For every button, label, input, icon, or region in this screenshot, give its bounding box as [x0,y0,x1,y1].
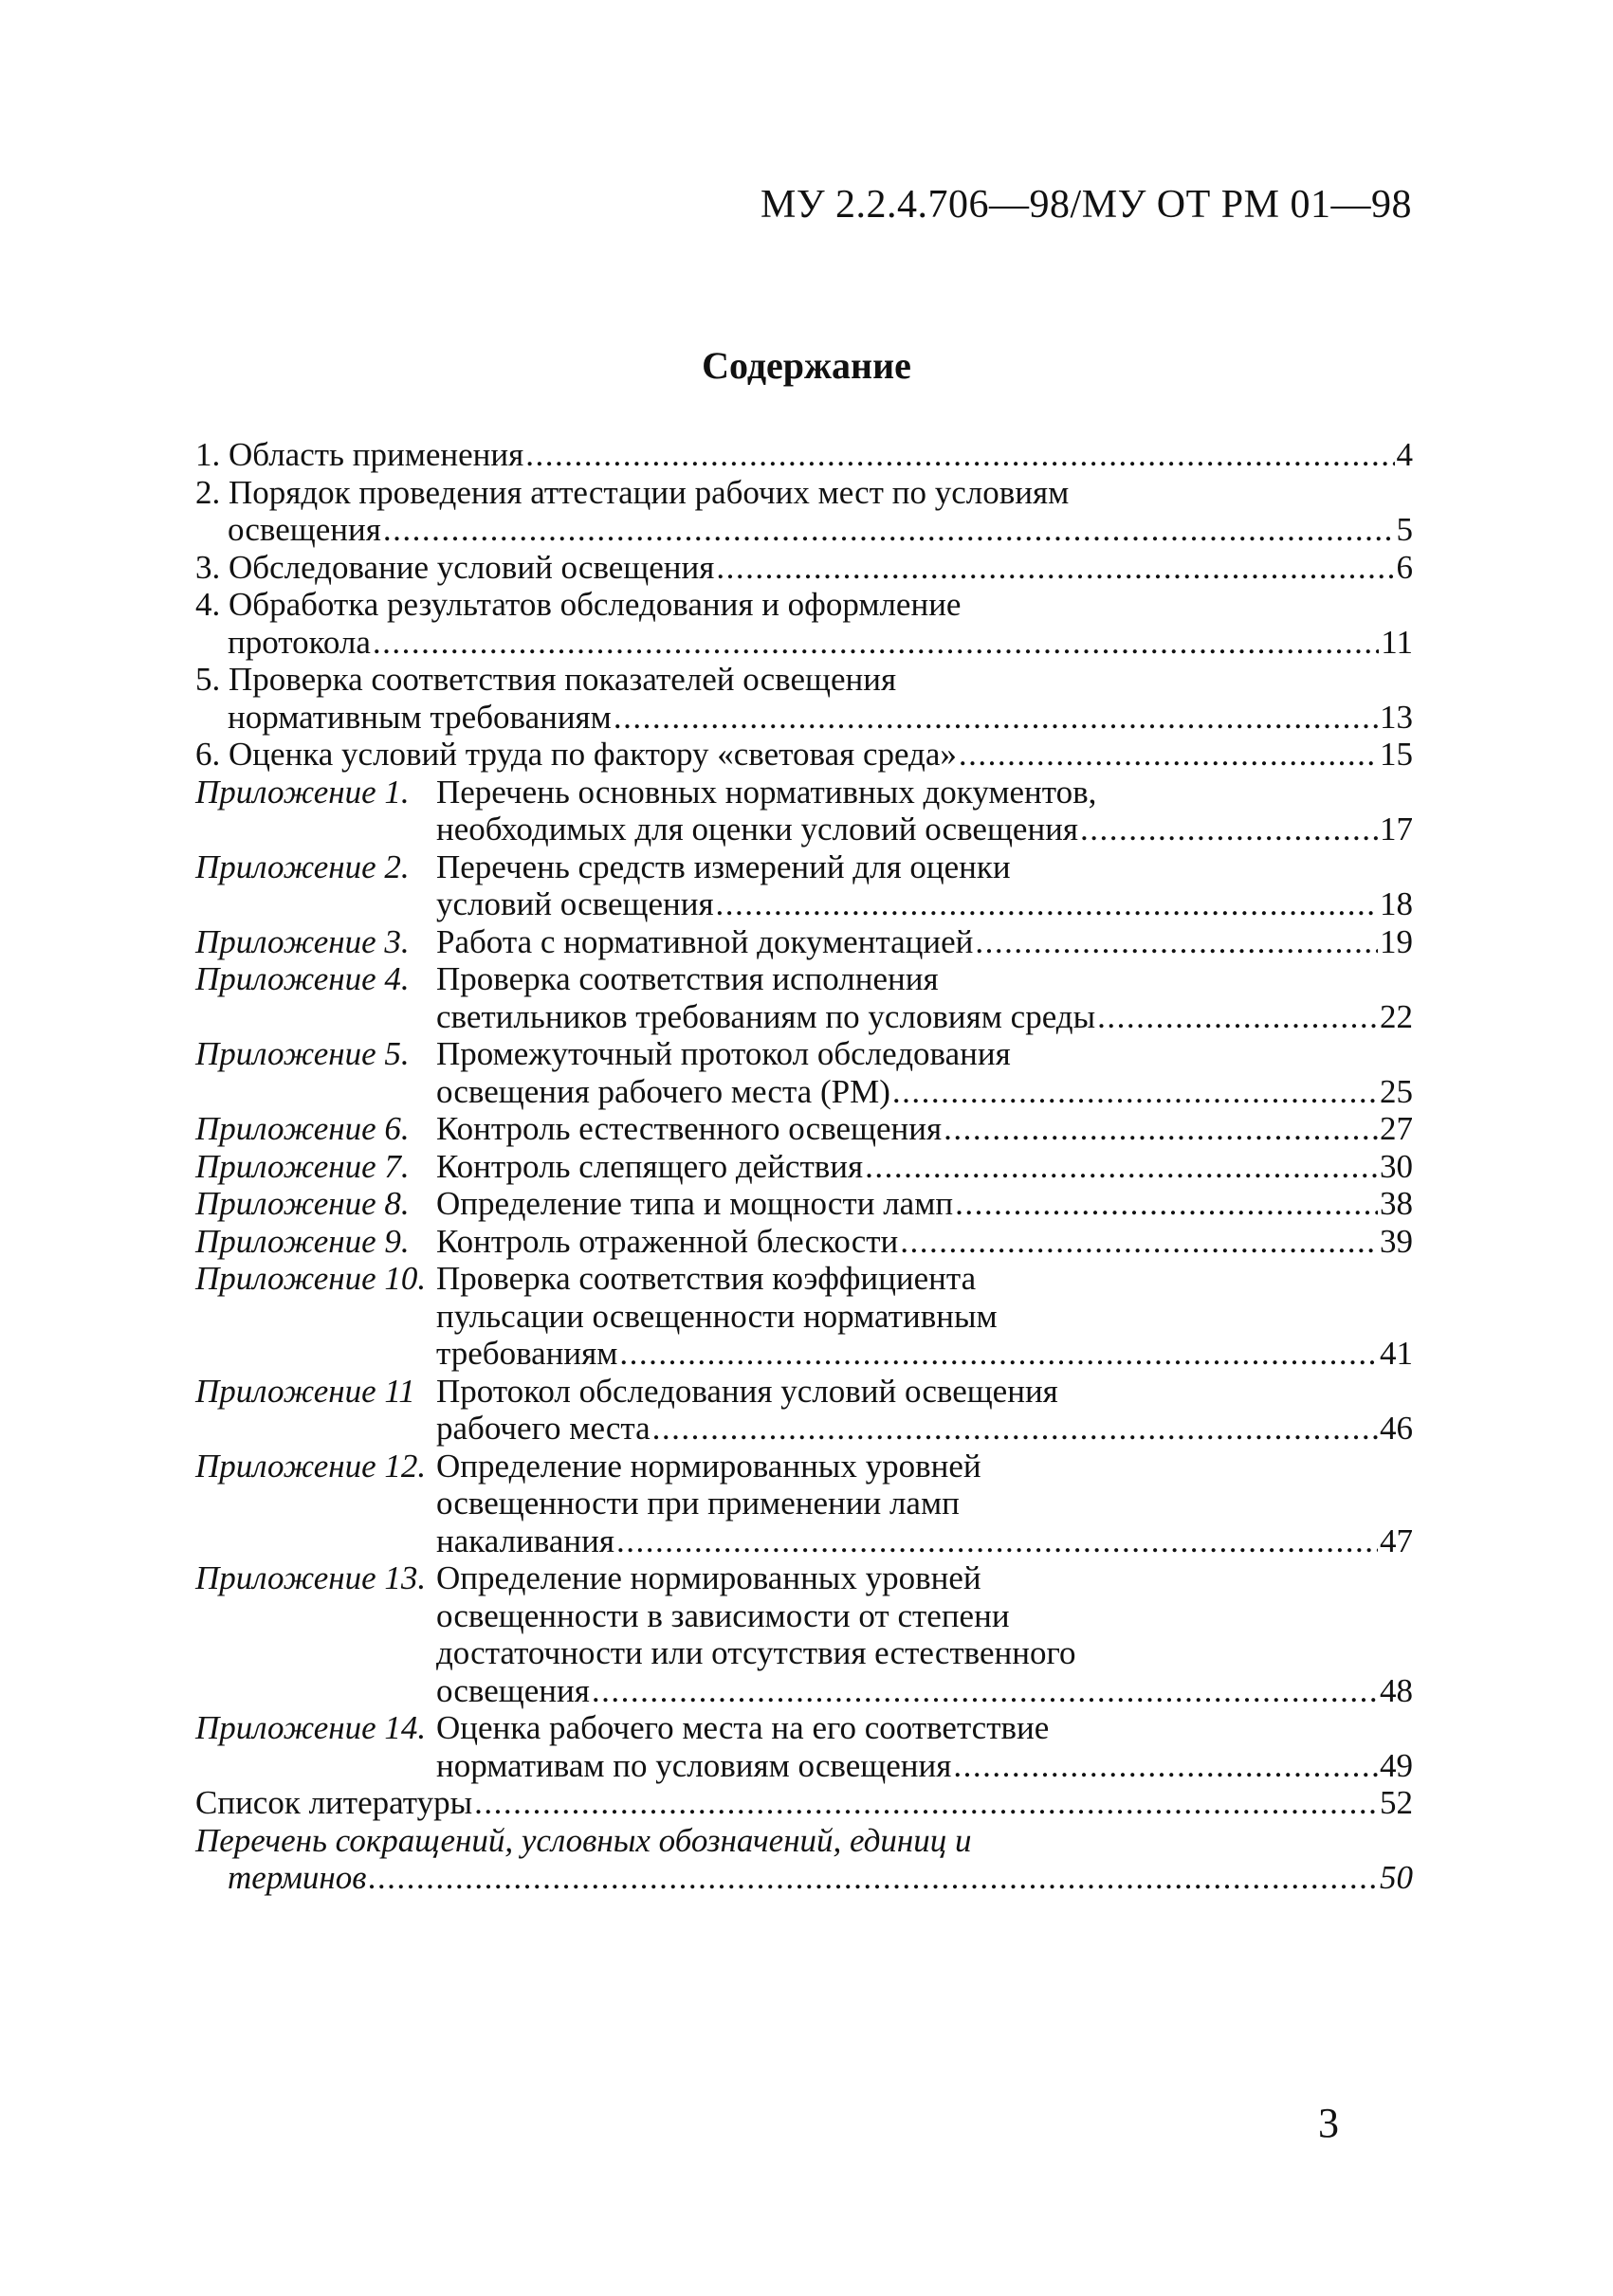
toc-page-number: 4 [1396,436,1413,473]
dot-leader [1097,998,1378,1036]
toc-entry-text: 2. Порядок проведения аттестации рабочих мест по условиям [195,473,1070,511]
toc-entry-text: нормативным требованиям [228,698,612,736]
toc-page-number: 13 [1380,698,1413,736]
page-title: Содержание [702,344,911,387]
toc-entry-text: 1. Область применения [195,436,524,473]
toc-leader-line [436,1148,1413,1186]
toc-entry-text: Перечень средств измерений для оценки [436,847,1011,885]
toc-leader-line [195,1784,1413,1822]
toc-page-number: 48 [1380,1671,1413,1709]
dot-leader [975,923,1378,961]
toc-entry-text: светильников требованиям по условиям среды [436,997,1096,1035]
dot-leader [614,699,1378,737]
dot-leader [959,736,1378,774]
toc-leader-line [436,1223,1413,1261]
toc-appendix-entry [195,923,1413,961]
toc-leader-line [436,1110,1413,1148]
toc-entry-text: Протокол обследования условий освещения [436,1372,1058,1410]
toc-page-number: 17 [1380,811,1413,847]
toc-page-number: 52 [1380,1784,1413,1821]
toc-appendix-entry [195,1110,1413,1148]
toc-entry-text: освещения [228,511,381,548]
toc-entry [195,549,1413,587]
appendix-label: Приложение 7. [195,1147,410,1185]
dot-leader [373,624,1379,662]
toc-entry [195,436,1413,474]
toc-page-number: 5 [1396,511,1413,548]
appendix-label: Приложение 3. [195,922,410,960]
toc-entry-text: освещения [436,1671,590,1709]
toc-leader-line [195,511,1413,549]
toc-entry-text: протокола [228,623,371,661]
toc-entry-text: необходимых для оценки условий освещения [436,811,1078,847]
toc-entry-text: Контроль отраженной блескости [436,1222,899,1260]
toc-entry [195,586,1413,661]
toc-entry-text: 6. Оценка условий труда по фактору «световая среда» [195,736,957,773]
toc-entry-text: Перечень основных нормативных документов, [436,773,1097,811]
toc-page-number: 15 [1380,736,1413,773]
appendix-label: Приложение 10. [195,1260,427,1297]
table-of-contents [195,436,1413,1897]
toc-entry-text: рабочего места [436,1410,651,1447]
toc-leader-line [195,549,1413,587]
toc-leader-line [195,699,1413,737]
toc-entry-text: Контроль слепящего действия [436,1147,864,1185]
toc-page-number: 47 [1380,1522,1413,1559]
toc-appendix-entry [195,1185,1413,1223]
toc-leader-line [436,1747,1413,1785]
toc-leader-line [195,436,1413,474]
toc-appendix-entry [195,774,1413,848]
toc-page-number: 41 [1380,1335,1413,1372]
toc-page-number: 49 [1380,1746,1413,1784]
toc-leader-line [195,736,1413,774]
toc-leader-line [436,1672,1413,1710]
toc-entry [195,736,1413,774]
toc-entry [195,1784,1413,1822]
appendix-label: Приложение 4. [195,960,410,997]
appendix-label: Приложение 5. [195,1035,410,1072]
toc-entry-text: Оценка рабочего места на его соответствие [436,1709,1050,1746]
toc-page-number: 38 [1380,1185,1413,1222]
document-code-header: МУ 2.2.4.706—98/МУ ОТ РМ 01—98 [760,183,1412,227]
toc-entry-text: Определение нормированных уровней [436,1559,981,1596]
appendix-label: Приложение 9. [195,1222,410,1260]
toc-entry-text: Промежуточный протокол обследования [436,1035,1011,1072]
dot-leader [1080,811,1378,848]
toc-entry-text: требованиям [436,1335,618,1372]
dot-leader [592,1672,1378,1710]
toc-entry-text: пульсации освещенности нормативным [436,1297,998,1335]
toc-entry-text: освещенности при применении ламп [436,1485,960,1522]
toc-page-number: 46 [1380,1410,1413,1447]
toc-entry-text: достаточности или отсутствия естественного [436,1634,1076,1671]
toc-leader-line [436,1185,1413,1223]
toc-appendix-entry [195,1223,1413,1261]
toc-appendix-entry [195,1035,1413,1110]
appendix-label: Приложение 12. [195,1447,427,1485]
toc-leader-line [436,811,1413,848]
toc-appendix-entry [195,1559,1413,1709]
toc-leader-line [195,624,1413,662]
toc-entry-text: Проверка соответствия коэффициента [436,1260,977,1297]
dot-leader [652,1410,1378,1448]
toc-entry-text: освещения рабочего места (РМ) [436,1072,890,1110]
dot-leader [716,549,1394,587]
toc-entry-text: накаливания [436,1522,614,1559]
dot-leader [616,1522,1378,1560]
toc-leader-line [436,998,1413,1036]
toc-page-number: 50 [1380,1859,1413,1896]
toc-entry-text: Работа с нормативной документацией [436,922,974,960]
toc-entry-text: терминов [228,1859,367,1896]
dot-leader [892,1073,1378,1111]
dot-leader [900,1223,1378,1261]
dot-leader [474,1784,1378,1822]
toc-entry-text: условий освещения [436,885,714,922]
dot-leader [383,511,1395,549]
toc-entry-text: Контроль естественного освещения [436,1110,943,1147]
toc-entry [195,474,1413,549]
appendix-label: Приложение 1. [195,773,410,811]
toc-entry-text: 3. Обследование условий освещения [195,548,715,586]
page-number: 3 [1318,2100,1339,2146]
toc-page-number: 22 [1380,997,1413,1035]
toc-entry-text: Проверка соответствия исполнения [436,960,939,997]
toc-appendix-entry [195,1373,1413,1448]
toc-leader-line [436,1522,1413,1560]
appendix-label: Приложение 14. [195,1709,427,1746]
dot-leader [619,1335,1378,1373]
toc-entry-text: Определение нормированных уровней [436,1447,981,1485]
toc-entry-text: нормативам по условиям освещения [436,1746,952,1784]
toc-page-number: 39 [1380,1222,1413,1260]
toc-appendix-entry [195,1709,1413,1784]
dot-leader [716,885,1378,923]
toc-appendix-entry [195,960,1413,1035]
toc-entry [195,1822,1413,1897]
toc-page-number: 27 [1380,1110,1413,1147]
toc-page-number: 30 [1380,1147,1413,1185]
toc-leader-line [436,1410,1413,1448]
dot-leader [368,1859,1378,1897]
toc-appendix-entry [195,848,1413,923]
appendix-label: Приложение 11 [195,1372,415,1410]
appendix-label: Приложение 8. [195,1185,410,1222]
dot-leader [953,1747,1378,1785]
toc-page-number: 18 [1380,885,1413,922]
toc-page-number: 25 [1380,1072,1413,1110]
toc-entry-text: освещенности в зависимости от степени [436,1596,1010,1634]
toc-page-number: 6 [1396,548,1413,586]
toc-appendix-entry [195,1148,1413,1186]
toc-appendix-entry [195,1260,1413,1373]
toc-entry-text: Список литературы [195,1784,473,1821]
toc-leader-line [195,1859,1413,1897]
toc-leader-line [436,1335,1413,1373]
toc-entry-text: Перечень сокращений, условных обозначений, единиц и [195,1821,972,1859]
toc-entry-text: Определение типа и мощности ламп [436,1185,954,1222]
toc-page-number: 19 [1380,922,1413,960]
appendix-label: Приложение 13. [195,1559,427,1596]
dot-leader [865,1148,1378,1186]
appendix-label: Приложение 2. [195,847,410,885]
toc-appendix-entry [195,1448,1413,1560]
dot-leader [955,1185,1378,1223]
toc-leader-line [436,923,1413,961]
toc-leader-line [436,885,1413,923]
toc-entry-text: 5. Проверка соответствия показателей освещения [195,661,897,698]
appendix-label: Приложение 6. [195,1110,410,1147]
toc-entry-text: 4. Обработка результатов обследования и оформление [195,586,962,623]
toc-entry [195,661,1413,736]
dot-leader [525,436,1394,474]
toc-page-number: 11 [1381,623,1413,661]
dot-leader [944,1110,1378,1148]
toc-leader-line [436,1073,1413,1111]
